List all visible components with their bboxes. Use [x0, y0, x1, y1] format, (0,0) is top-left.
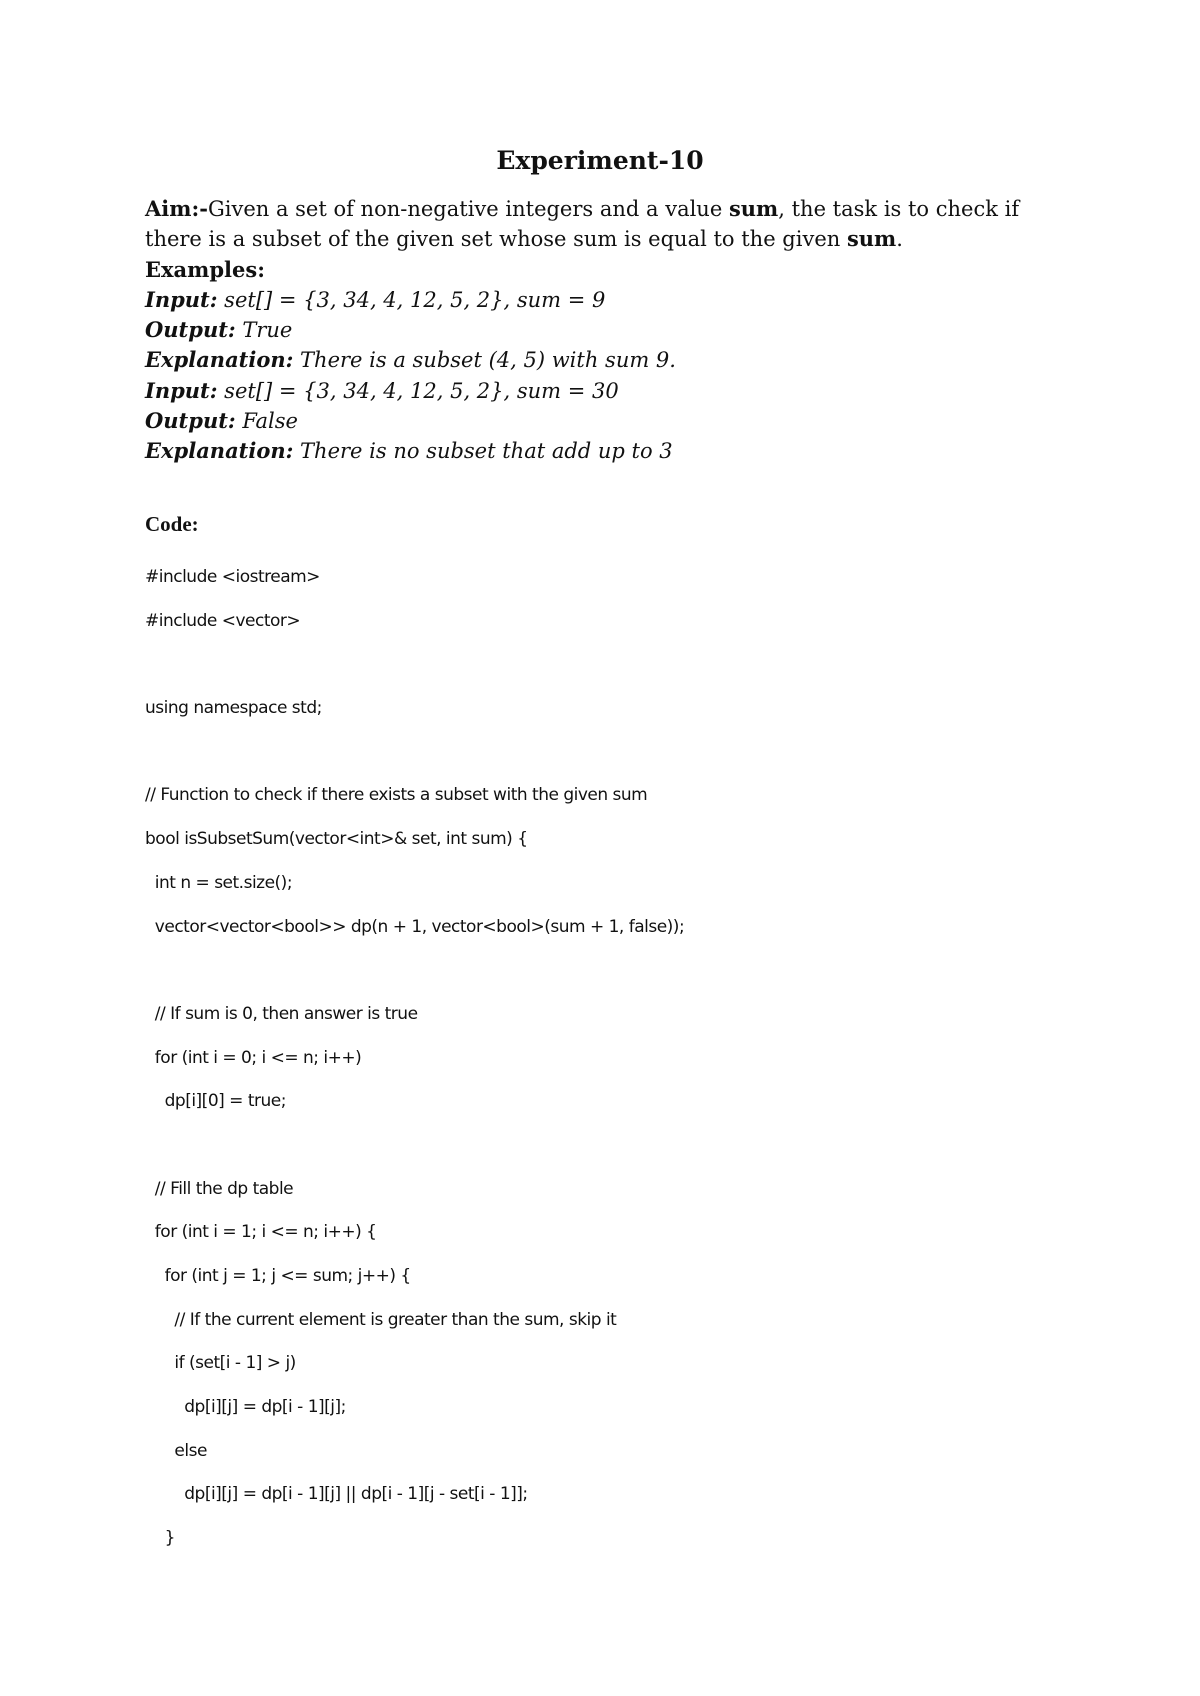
code-line: dp[i][j] = dp[i - 1][j] || dp[i - 1][j - set[i - 1]];: [145, 1484, 528, 1505]
code-line: for (int i = 0; i <= n; i++): [145, 1047, 362, 1068]
code-line: #include <vector>: [145, 610, 301, 631]
example-text: False: [235, 409, 298, 434]
example-line: [145, 436, 1045, 466]
code-line: // If sum is 0, then answer is true: [145, 1003, 418, 1024]
example-text: There is no subset that add up to 3: [293, 439, 673, 464]
example-label: Input:: [145, 286, 218, 312]
code-line: // Fill the dp table: [145, 1178, 294, 1199]
example-label: Output:: [145, 317, 236, 343]
example-line: [145, 376, 1045, 406]
aim-text-4: .: [896, 227, 903, 252]
aim-section: [145, 194, 1045, 467]
code-line: [145, 731, 1105, 775]
code-line: [145, 1124, 1105, 1168]
page-title: Experiment-10: [496, 146, 704, 175]
code-block: [145, 556, 1105, 1561]
aim-label: Aim:: [145, 196, 200, 221]
code-line: using namespace std;: [145, 698, 322, 719]
code-line: }: [145, 1528, 175, 1549]
example-line: [145, 345, 1045, 375]
code-line: for (int i = 1; i <= n; i++) {: [145, 1222, 377, 1243]
example-label: Output:: [145, 408, 236, 434]
aim-separator: -: [199, 196, 208, 221]
code-line: if (set[i - 1] > j): [145, 1353, 296, 1374]
aim-line-1: [145, 194, 1045, 224]
example-text: True: [235, 318, 293, 343]
example-line: [145, 315, 1045, 345]
example-line: [145, 406, 1045, 436]
example-text: set[] = {3, 34, 4, 12, 5, 2}, sum = 9: [217, 287, 606, 312]
code-line: [145, 643, 1105, 687]
aim-line-2: [145, 224, 1045, 254]
example-line: [145, 285, 1045, 315]
aim-text-3: there is a subset of the given set whose sum is equal to the given: [145, 227, 847, 252]
code-line: // If the current element is greater than the sum, skip it: [145, 1309, 617, 1330]
code-line: dp[i][j] = dp[i - 1][j];: [145, 1397, 346, 1418]
aim-text-1: Given a set of non-negative integers and a value: [207, 197, 729, 221]
example-label: Explanation:: [145, 347, 294, 373]
code-line: [145, 949, 1105, 993]
code-line: else: [145, 1440, 207, 1461]
examples-heading: Examples:: [145, 256, 265, 282]
example-text: set[] = {3, 34, 4, 12, 5, 2}, sum = 30: [217, 378, 619, 403]
aim-text-2: , the task is to check if: [778, 197, 1020, 221]
example-text: There is a subset (4, 5) with sum 9.: [293, 348, 676, 373]
aim-bold-sum-2: sum: [846, 226, 897, 252]
code-line: dp[i][0] = true;: [145, 1091, 286, 1112]
code-line: #include <iostream>: [145, 567, 320, 587]
aim-bold-sum-1: sum: [728, 196, 779, 221]
code-line: vector<vector<bool>> dp(n + 1, vector<bool>(sum + 1, false));: [145, 916, 685, 937]
example-label: Explanation:: [145, 438, 294, 464]
code-line: for (int j = 1; j <= sum; j++) {: [145, 1266, 411, 1286]
code-line: int n = set.size();: [145, 872, 293, 893]
code-line: // Function to check if there exists a subset with the given sum: [145, 785, 648, 806]
example-label: Input:: [145, 377, 218, 403]
code-heading: Code:: [145, 512, 199, 536]
code-line: bool isSubsetSum(vector<int>& set, int sum) {: [145, 829, 528, 850]
